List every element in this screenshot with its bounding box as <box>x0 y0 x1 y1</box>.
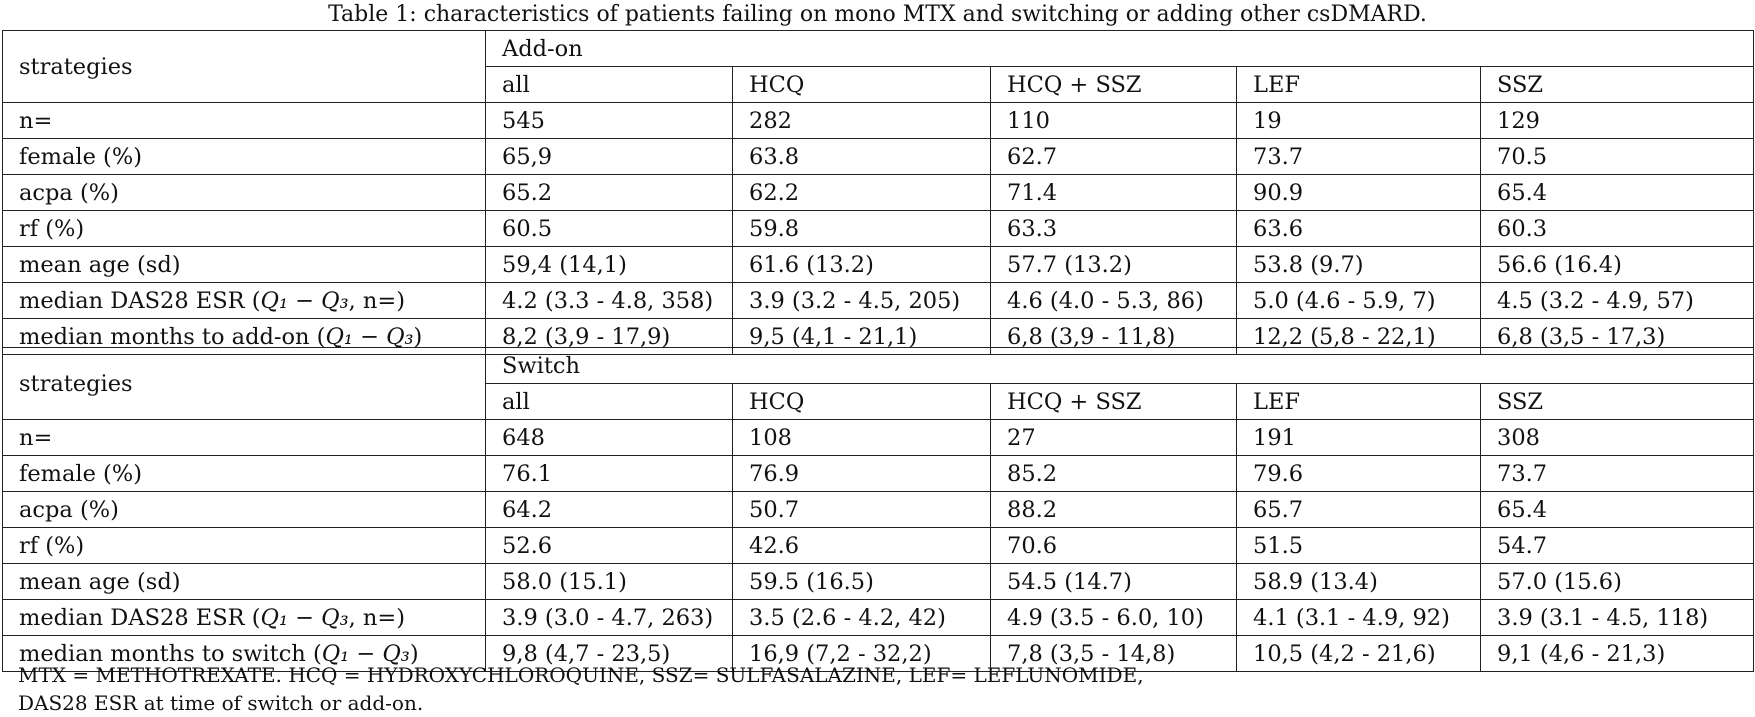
table-cell: 58.9 (13.4) <box>1237 564 1481 600</box>
table-cell: 54.7 <box>1481 528 1754 564</box>
table-cell: 61.6 (13.2) <box>733 247 991 283</box>
row-label: median DAS28 ESR (Q₁ − Q₃, n=) <box>3 600 486 636</box>
table-cell: 63.6 <box>1237 211 1481 247</box>
table-row <box>3 139 1754 175</box>
table-cell: 58.0 (15.1) <box>486 564 733 600</box>
table-cell: 65.7 <box>1237 492 1481 528</box>
row-label: rf (%) <box>3 528 486 564</box>
table-cell: 85.2 <box>991 456 1237 492</box>
quartile-math: Q₁ − Q₃ <box>321 640 410 667</box>
switch-table <box>2 347 1754 672</box>
table-footnote <box>18 661 1144 717</box>
column-header: HCQ + SSZ <box>991 67 1237 103</box>
row-label: n= <box>3 103 486 139</box>
table-cell: 3.9 (3.1 - 4.5, 118) <box>1481 600 1754 636</box>
table-cell: 63.3 <box>991 211 1237 247</box>
table-cell: 57.7 (13.2) <box>991 247 1237 283</box>
table-cell: 76.1 <box>486 456 733 492</box>
group-header-switch: Switch <box>486 348 1754 384</box>
addon-table <box>2 30 1754 355</box>
quartile-math: Q₁ − Q₃ <box>260 287 349 314</box>
row-label: female (%) <box>3 456 486 492</box>
table-cell: 73.7 <box>1237 139 1481 175</box>
table-cell: 4.5 (3.2 - 4.9, 57) <box>1481 283 1754 319</box>
table-cell: 52.6 <box>486 528 733 564</box>
table-cell: 16,9 (7,2 - 32,2) <box>733 636 991 672</box>
quartile-math: Q₁ − Q₃ <box>325 323 414 350</box>
table-cell: 4.1 (3.1 - 4.9, 92) <box>1237 600 1481 636</box>
table-cell: 308 <box>1481 420 1754 456</box>
table-cell: 65.2 <box>486 175 733 211</box>
table-cell: 57.0 (15.6) <box>1481 564 1754 600</box>
table-cell: 4.9 (3.5 - 6.0, 10) <box>991 600 1237 636</box>
row-label: median months to switch (Q₁ − Q₃) <box>3 636 486 672</box>
column-header: all <box>486 67 733 103</box>
table-cell: 6,8 (3,9 - 11,8) <box>991 319 1237 355</box>
table-cell: 60.3 <box>1481 211 1754 247</box>
table-cell: 5.0 (4.6 - 5.9, 7) <box>1237 283 1481 319</box>
table-cell: 62.7 <box>991 139 1237 175</box>
table-row <box>3 528 1754 564</box>
table-header-row <box>3 348 1754 384</box>
table-cell: 50.7 <box>733 492 991 528</box>
table-cell: 65.4 <box>1481 175 1754 211</box>
table-cell: 56.6 (16.4) <box>1481 247 1754 283</box>
table-cell: 545 <box>486 103 733 139</box>
table-cell: 27 <box>991 420 1237 456</box>
table-cell: 9,5 (4,1 - 21,1) <box>733 319 991 355</box>
row-label: acpa (%) <box>3 175 486 211</box>
table-cell: 90.9 <box>1237 175 1481 211</box>
table-cell: 53.8 (9.7) <box>1237 247 1481 283</box>
column-header: SSZ <box>1481 67 1754 103</box>
column-header: HCQ <box>733 384 991 420</box>
table-cell: 3.5 (2.6 - 4.2, 42) <box>733 600 991 636</box>
table-cell: 59,4 (14,1) <box>486 247 733 283</box>
row-label: n= <box>3 420 486 456</box>
footnote-line: MTX = METHOTREXATE. HCQ = HYDROXYCHLOROQUINE, SSZ= SULFASALAZINE, LEF= LEFLUNOMIDE, <box>18 663 1144 687</box>
row-label: female (%) <box>3 139 486 175</box>
strategies-header: strategies <box>3 348 486 420</box>
table-row <box>3 420 1754 456</box>
row-label: mean age (sd) <box>3 564 486 600</box>
table-cell: 191 <box>1237 420 1481 456</box>
table-cell: 9,8 (4,7 - 23,5) <box>486 636 733 672</box>
column-header: HCQ <box>733 67 991 103</box>
row-label: rf (%) <box>3 211 486 247</box>
table-cell: 4.2 (3.3 - 4.8, 358) <box>486 283 733 319</box>
table-row <box>3 103 1754 139</box>
table-row <box>3 492 1754 528</box>
table-cell: 282 <box>733 103 991 139</box>
table-cell: 62.2 <box>733 175 991 211</box>
table-cell: 63.8 <box>733 139 991 175</box>
table-cell: 8,2 (3,9 - 17,9) <box>486 319 733 355</box>
table-cell: 65,9 <box>486 139 733 175</box>
row-label: median DAS28 ESR (Q₁ − Q₃, n=) <box>3 283 486 319</box>
table-cell: 65.4 <box>1481 492 1754 528</box>
table-cell: 7,8 (3,5 - 14,8) <box>991 636 1237 672</box>
group-header-addon: Add-on <box>486 31 1754 67</box>
table-cell: 9,1 (4,6 - 21,3) <box>1481 636 1754 672</box>
table-row <box>3 283 1754 319</box>
table-cell: 76.9 <box>733 456 991 492</box>
table-cell: 79.6 <box>1237 456 1481 492</box>
table-cell: 12,2 (5,8 - 22,1) <box>1237 319 1481 355</box>
column-header: LEF <box>1237 384 1481 420</box>
table-cell: 59.5 (16.5) <box>733 564 991 600</box>
table-cell: 70.6 <box>991 528 1237 564</box>
table-cell: 3.9 (3.0 - 4.7, 263) <box>486 600 733 636</box>
table-row <box>3 456 1754 492</box>
table-cell: 6,8 (3,5 - 17,3) <box>1481 319 1754 355</box>
quartile-math: Q₁ − Q₃ <box>260 604 349 631</box>
table-row <box>3 600 1754 636</box>
row-label: acpa (%) <box>3 492 486 528</box>
table-cell: 4.6 (4.0 - 5.3, 86) <box>991 283 1237 319</box>
table-cell: 88.2 <box>991 492 1237 528</box>
column-header: all <box>486 384 733 420</box>
table-row <box>3 211 1754 247</box>
table-cell: 60.5 <box>486 211 733 247</box>
table-cell: 64.2 <box>486 492 733 528</box>
table-cell: 71.4 <box>991 175 1237 211</box>
table-caption: Table 1: characteristics of patients failing on mono MTX and switching or adding other csDMARD. <box>328 2 1427 27</box>
table-cell: 70.5 <box>1481 139 1754 175</box>
table-cell: 54.5 (14.7) <box>991 564 1237 600</box>
table-row <box>3 564 1754 600</box>
table-cell: 10,5 (4,2 - 21,6) <box>1237 636 1481 672</box>
table-cell: 110 <box>991 103 1237 139</box>
table-cell: 42.6 <box>733 528 991 564</box>
column-header: SSZ <box>1481 384 1754 420</box>
row-label: median months to add-on (Q₁ − Q₃) <box>3 319 486 355</box>
column-header: HCQ + SSZ <box>991 384 1237 420</box>
table-cell: 19 <box>1237 103 1481 139</box>
footnote-line: DAS28 ESR at time of switch or add-on. <box>18 691 424 715</box>
row-label: mean age (sd) <box>3 247 486 283</box>
table-cell: 51.5 <box>1237 528 1481 564</box>
table-cell: 108 <box>733 420 991 456</box>
strategies-header: strategies <box>3 31 486 103</box>
table-row <box>3 247 1754 283</box>
table-cell: 3.9 (3.2 - 4.5, 205) <box>733 283 991 319</box>
table-cell: 129 <box>1481 103 1754 139</box>
column-header: LEF <box>1237 67 1481 103</box>
table-row <box>3 175 1754 211</box>
table-header-row <box>3 31 1754 67</box>
table-cell: 59.8 <box>733 211 991 247</box>
table-cell: 648 <box>486 420 733 456</box>
table-cell: 73.7 <box>1481 456 1754 492</box>
